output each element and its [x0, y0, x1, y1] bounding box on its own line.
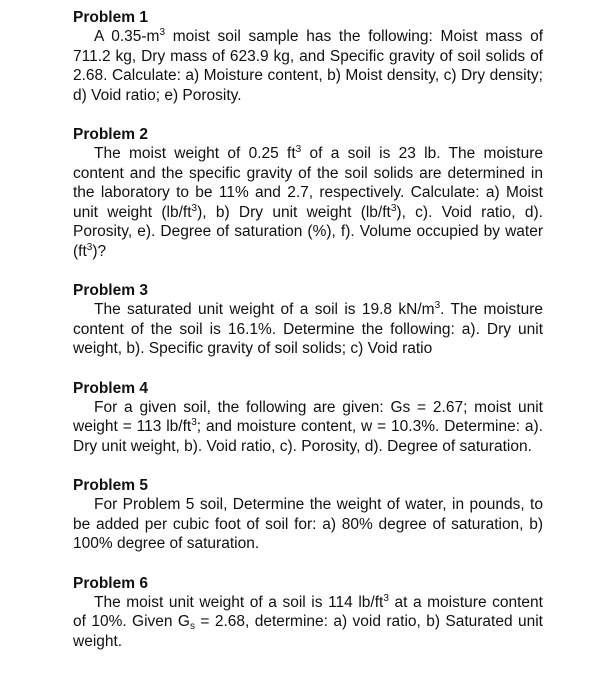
- text-run: . The moisture content of the soil is 16.1%. Determine the following: a). Dry unit weight, b). Specific gravity of soil solids; c) Void ratio: [73, 301, 543, 357]
- problem-text: [73, 593, 543, 652]
- text-run: moist soil sample has the following: Moist mass of 711.2 kg, Dry mass of 623.9 kg, and Specific gravity of soil solids of 2.68. Calculate: a) Moisture content, b) Moist density, c) Dry density; d) Void ratio; e) Porosity.: [73, 28, 544, 104]
- problem-4: [73, 379, 543, 457]
- problem-title: Problem 5: [73, 477, 148, 494]
- problem-title: Problem 3: [73, 282, 148, 299]
- superscript: 3: [159, 27, 166, 38]
- problem-title: Problem 6: [73, 574, 148, 592]
- problem-text: [73, 300, 543, 359]
- superscript: 3: [191, 202, 198, 214]
- text-run: ; and moisture content, w = 10.3%. Determine: a). Dry unit weight, b). Void ratio, c). Porosity, d). Degree of saturation.: [73, 418, 543, 455]
- problem-text: [73, 495, 543, 554]
- subscript: s: [190, 621, 195, 632]
- problem-title: Problem 4: [73, 379, 148, 397]
- text-run: ), c). Void ratio, d). Porosity, e). Degree of saturation (%), f). Volume occupied by water (ft: [73, 203, 543, 260]
- superscript: 3: [191, 417, 197, 428]
- text-run: ), b) Dry unit weight (lb/ft: [197, 203, 391, 221]
- superscript: 3: [434, 300, 441, 311]
- problem-1: [73, 8, 543, 105]
- problem-text: [73, 398, 543, 457]
- text-run: at a moisture content of 10%. Given G: [73, 593, 543, 630]
- text-run: The saturated unit weight of a soil is 19.8 kN/m: [94, 301, 435, 318]
- text-run: )?: [92, 242, 107, 260]
- problem-6: [73, 574, 543, 652]
- problem-5: [73, 476, 543, 554]
- problem-3: [73, 281, 543, 359]
- problem-sheet: [73, 8, 543, 651]
- superscript: 3: [86, 241, 93, 253]
- text-run: For a given soil, the following are given: Gs = 2.67; moist unit weight = 113 lb/ft: [73, 398, 543, 435]
- superscript: 3: [390, 202, 397, 214]
- text-run: For Problem 5 soil, Determine the weight of water, in pounds, to be added per cubic foot of soil for: a) 80% degree of saturation, b) 100% degree of saturation.: [73, 496, 543, 552]
- superscript: 3: [383, 592, 389, 604]
- text-run: The moist unit weight of a soil is 114 lb/ft: [94, 593, 384, 611]
- problem-2: [73, 125, 543, 261]
- problem-text: [73, 144, 543, 261]
- problem-title: Problem 1: [73, 9, 148, 26]
- text-run: A 0.35-m: [94, 28, 160, 45]
- text-run: of a soil is 23 lb. The moisture content and the specific gravity of the soil solids are determined in the laboratory to be 11% and 2.7, respectively. Calculate: a) Moist unit weight (lb/ft: [73, 145, 543, 221]
- superscript: 3: [295, 144, 302, 155]
- problem-text: [73, 27, 543, 105]
- text-run: = 2.68, determine: a) void ratio, b) Saturated unit weight.: [73, 613, 543, 650]
- problem-title: Problem 2: [73, 126, 148, 143]
- text-run: The moist weight of 0.25 ft: [94, 145, 296, 162]
